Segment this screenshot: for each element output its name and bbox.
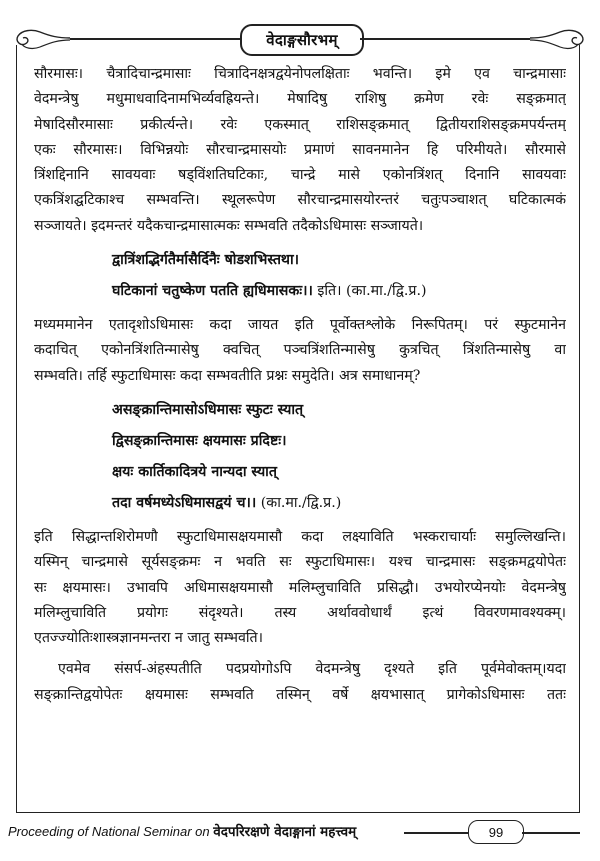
- verse-text: तदा वर्षमध्येऽधिमासद्वयं च।।: [112, 494, 257, 511]
- text-line: मेषादिसौरमासाः प्रकीर्त्यन्ते। रवेः एकस्मात् राशिसङ्क्रमात् द्वितीयराशिसङ्क्रमपर्यन्तम्: [34, 116, 566, 133]
- page-body: [34, 62, 566, 708]
- verse-line: द्विसङ्क्रान्तिमासः क्षयमासः प्रदिष्टः।: [112, 432, 287, 449]
- verse-line: क्षयः कार्तिकादित्रये नान्यदा स्यात्: [112, 463, 277, 480]
- header-rule-left: [70, 38, 240, 40]
- paragraph-1: [34, 62, 566, 239]
- verse-2: [34, 395, 566, 519]
- text-line: मध्यममानेन एतादृशोऽधिमासः कदा जायत इति पूर्वोक्तश्लोके निरूपितम्। परं स्फुटमानेन: [34, 317, 566, 334]
- verse-text: घटिकानां चतुष्केण पतति ह्यधिमासकः।।: [112, 283, 313, 300]
- verse-citation: इति। (का.मा./द्वि.प्र.): [312, 283, 427, 300]
- footer-rule-left: [404, 832, 468, 834]
- text-line: मलिम्लुचाविति प्रयोगः संदृश्यते। तस्य अर्थाववोधार्थं इत्थं विवरणमावश्यक्म्।: [34, 604, 566, 621]
- page-number: 99: [468, 820, 524, 844]
- text-line: इति सिद्धान्तशिरोमणौ स्फुटाधिमासक्षयमासौ कदा लक्ष्याविति भस्कराचार्याः समुल्लिखन्ति।: [34, 528, 566, 545]
- verse-line: असङ्क्रान्तिमासोऽधिमासः स्फुटः स्यात्: [112, 401, 304, 418]
- verse-line: [34, 276, 566, 307]
- footer-rule-right: [522, 832, 580, 834]
- paragraph-3: [34, 525, 566, 651]
- text-line: एवमेव संसर्प-अंहस्पतीति पदप्रयोगोऽपि वेदमन्त्रेषु दृश्यते इति पूर्वमेवोक्तम्।यदा: [58, 661, 566, 678]
- text-line: सञ्जायते। इदमन्तरं यदैकचान्द्रमासात्मकः सम्भवति तदैकोऽधिमासः सञ्जायते।: [34, 217, 424, 234]
- verse-1: [34, 245, 566, 307]
- text-line: सौरमासः। चैत्रादिचान्द्रमासाः चित्रादिनक्षत्रद्वयेनोपलक्षिताः भवन्ति। इमे एव चान्द्रमासाः: [34, 66, 566, 82]
- verse-line: द्वात्रिंशद्भिर्गतैर्मासैर्दिनैः षोडशभिस्तथा।: [112, 252, 300, 269]
- page-footer: [0, 818, 600, 848]
- text-line: सम्भवति। तर्हि स्फुटाधिमासः कदा सम्भवतीति प्रश्नः समुदेति। अत्र समाधानम्?: [34, 367, 421, 384]
- text-line: सः क्षयमासः। उभावपि अधिमासक्षयमासौ मलिम्लुचाविति प्रसिद्धौ। उभयोरप्येनयोः वेदमन्त्रेषु: [34, 579, 566, 596]
- footer-text: [8, 822, 356, 840]
- verse-line: [34, 488, 566, 519]
- paragraph-4: [34, 657, 566, 708]
- text-line: वेदमन्त्रेषु मधुमाधवादिनामभिर्व्यवह्रियन्ते। मेषादिषु राशिषु क्रमेण रवेः सङ्क्रमात्: [34, 91, 566, 108]
- header-rule-right: [360, 38, 530, 40]
- running-title: वेदाङ्गसौरभम्: [240, 24, 364, 56]
- footer-prefix: Proceeding of National Seminar on: [8, 824, 214, 839]
- text-line: एतज्ज्योतिःशास्त्रज्ञानमन्तरा न जातु सम्भवति।: [34, 630, 263, 647]
- footer-title: वेदपरिरक्षणे वेदाङ्गानां महत्त्वम्: [213, 824, 357, 840]
- verse-citation: (का.मा./द्वि.प्र.): [256, 494, 342, 511]
- text-line: कदाचित् एकोनत्रिंशतिन्मासेषु क्वचित् पञ्चत्रिंशतिन्मासेषु कुत्रचित् त्रिंशतिन्मासेषु वा: [34, 342, 566, 359]
- text-line: सङ्क्रान्तिद्वयोपेतः क्षयमासः सम्भवति तस्मिन् वर्षे क्षयभासात् प्रागेकोऽधिमासः ततः: [34, 686, 566, 703]
- text-line: त्रिंशद्दिनानि सावयवाः षड्विंशतिघटिकाः, चान्द्रे मासे एकोनत्रिंशत् दिनानि सावयवाः: [34, 167, 566, 184]
- paragraph-2: [34, 313, 566, 389]
- text-line: एकत्रिंशद्घटिकाश्च सम्भवन्ति। स्थूलरूपेण सौरचान्द्रमासयोरन्तरं चतुःपञ्चाशत् घटिकात्मकं: [34, 192, 566, 209]
- text-line: यस्मिन् चान्द्रमासे सूर्यसङ्क्रमः न भवति सः स्फुटाधिमासः। यश्च चान्द्रमासः सङ्क्रमद्वयोपेतः: [34, 554, 566, 571]
- text-line: एकः सौरमासः। विभिन्नयोः सौरचान्द्रमासयोः प्रमाणं सावनमानेन हि परिमीयते। सौरमासे: [34, 141, 566, 158]
